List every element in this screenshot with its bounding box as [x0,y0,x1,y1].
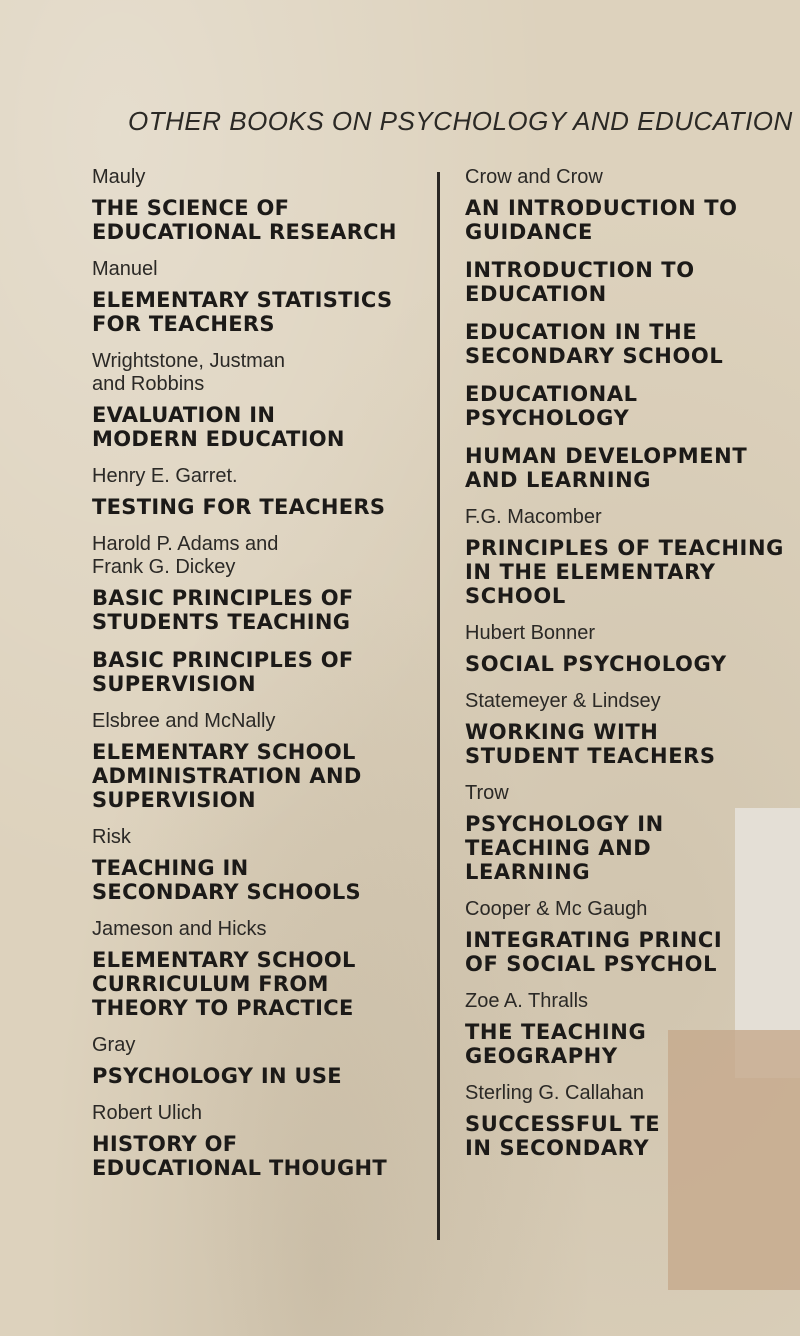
book-title: HUMAN DEVELOPMENT AND LEARNING [465,444,748,492]
book-entry [465,690,800,768]
book-title: PRINCIPLES OF TEACHING IN THE ELEMENTARY SCHOOL [465,536,784,608]
left-book-column [92,166,434,1194]
book-entry [92,350,434,451]
author-name: Jameson and Hicks [92,918,267,940]
book-title: TESTING FOR TEACHERS [92,495,386,519]
book-title: ELEMENTARY SCHOOL ADMINISTRATION AND SUPERVISION [92,740,362,812]
book-entry [92,533,434,696]
author-name: Robert Ulich [92,1102,203,1124]
book-entry [92,826,434,904]
book-title: SUCCESSFUL TE IN SECONDARY [465,1112,661,1160]
book-title: TEACHING IN SECONDARY SCHOOLS [92,856,361,904]
author-name: Trow [465,782,509,804]
book-title: EVALUATION IN MODERN EDUCATION [92,403,345,451]
book-title: BASIC PRINCIPLES OF SUPERVISION [92,648,354,696]
book-entry [92,258,434,336]
book-entry [92,465,434,519]
paper-tape [668,1030,800,1290]
book-entry [92,1034,434,1088]
book-title: AN INTRODUCTION TO GUIDANCE [465,196,738,244]
book-title: PSYCHOLOGY IN USE [92,1064,342,1088]
author-name: Crow and Crow [465,166,603,188]
book-entry [465,622,800,676]
author-name: Hubert Bonner [465,622,596,644]
book-title: EDUCATION IN THE SECONDARY SCHOOL [465,320,724,368]
author-name: Wrightstone, Justman and Robbins [92,350,286,395]
book-title: HISTORY OF EDUCATIONAL THOUGHT [92,1132,388,1180]
author-name: F.G. Macomber [465,506,602,528]
book-entry [465,506,800,608]
author-name: Cooper & Mc Gaugh [465,898,648,920]
book-title: PSYCHOLOGY IN TEACHING AND LEARNING [465,812,664,884]
author-name: Harold P. Adams and Frank G. Dickey [92,533,279,578]
page-title: OTHER BOOKS ON PSYCHOLOGY AND EDUCATION [128,106,793,136]
book-title: INTEGRATING PRINCI OF SOCIAL PSYCHOL [465,928,723,976]
author-name: Zoe A. Thralls [465,990,589,1012]
column-divider [437,172,440,1240]
author-name: Mauly [92,166,146,188]
book-title: ELEMENTARY STATISTICS FOR TEACHERS [92,288,393,336]
book-title: THE TEACHING GEOGRAPHY [465,1020,647,1068]
author-name: Statemeyer & Lindsey [465,690,661,712]
book-title: SOCIAL PSYCHOLOGY [465,652,727,676]
book-title: BASIC PRINCIPLES OF STUDENTS TEACHING [92,586,354,634]
book-entry [465,166,800,492]
author-name: Manuel [92,258,158,280]
book-title: EDUCATIONAL PSYCHOLOGY [465,382,638,430]
book-title: WORKING WITH STUDENT TEACHERS [465,720,716,768]
book-entry [92,1102,434,1180]
book-entry [92,918,434,1020]
book-entry [92,710,434,812]
author-name: Elsbree and McNally [92,710,276,732]
author-name: Sterling G. Callahan [465,1082,644,1104]
book-entry [92,166,434,244]
book-title: THE SCIENCE OF EDUCATIONAL RESEARCH [92,196,397,244]
book-title: ELEMENTARY SCHOOL CURRICULUM FROM THEORY TO PRACTICE [92,948,356,1020]
author-name: Gray [92,1034,136,1056]
author-name: Henry E. Garret. [92,465,238,487]
author-name: Risk [92,826,131,848]
book-title: INTRODUCTION TO EDUCATION [465,258,695,306]
